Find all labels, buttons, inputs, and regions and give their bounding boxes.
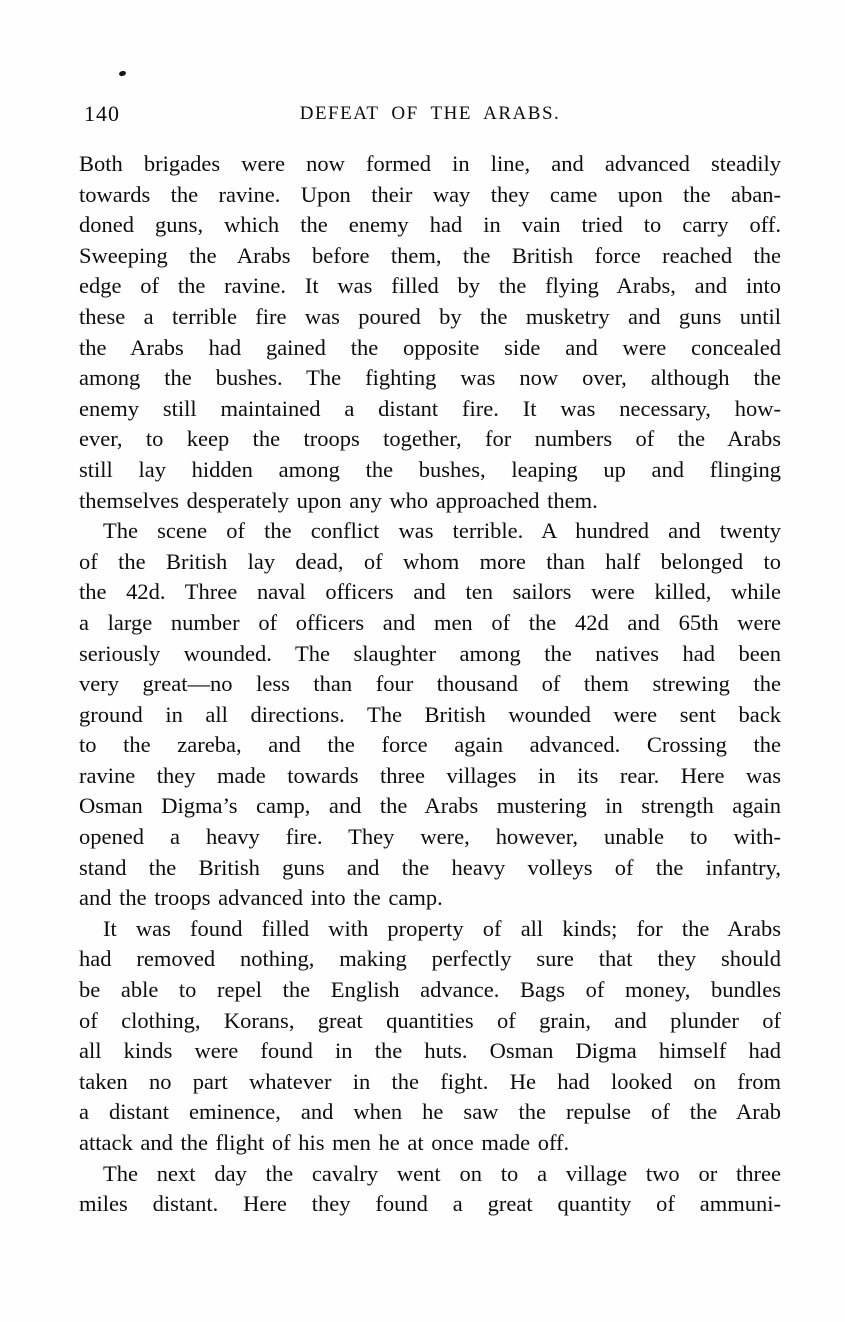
page-number: 140: [84, 101, 120, 126]
text-line: of the British lay dead, of whom more than half belonged to: [79, 548, 781, 574]
text-line: The scene of the conflict was terrible. A hundred and twenty: [103, 518, 781, 544]
text-line: attack and the flight of his men he at once made off.: [79, 1130, 570, 1155]
text-line: ground in all directions. The British wounded were sent back: [79, 701, 781, 727]
paragraph: [79, 1159, 781, 1220]
text-line: all kinds were found in the huts. Osman Digma himself had: [79, 1038, 781, 1064]
text-line: and the troops advanced into the camp.: [79, 885, 443, 911]
text-line: to the zareba, and the force again advanced. Crossing the: [79, 732, 781, 758]
text-line: Sweeping the Arabs before them, the British force reached the: [79, 242, 781, 268]
paragraph: [79, 516, 781, 914]
text-line: ever, to keep the troops together, for numbers of the Arabs: [79, 426, 781, 452]
running-header: DEFEAT OF THE ARABS.: [299, 103, 561, 124]
text-line: towards the ravine. Upon their way they came upon the aban-: [79, 181, 781, 207]
text-line: the 42d. Three naval officers and ten sailors were killed, while: [79, 579, 781, 605]
text-line: miles distant. Here they found a great quantity of ammuni-: [79, 1191, 781, 1217]
page-header: [79, 101, 781, 127]
text-line: these a terrible fire was poured by the musketry and guns until: [79, 303, 781, 329]
text-line: be able to repel the English advance. Bags of money, bundles: [79, 977, 781, 1003]
text-line: themselves desperately upon any who approached them.: [79, 487, 598, 513]
text-line: the Arabs had gained the opposite side and were concealed: [79, 334, 781, 360]
text-line: It was found filled with property of all kinds; for the Arabs: [103, 915, 781, 941]
paragraph: [79, 149, 781, 516]
text-line: very great—no less than four thousand of them strewing the: [79, 671, 781, 697]
text-line: still lay hidden among the bushes, leaping up and flinging: [79, 456, 781, 482]
text-line: doned guns, which the enemy had in vain tried to carry off.: [79, 212, 781, 238]
text-line: a large number of officers and men of the 42d and 65th were: [79, 609, 781, 635]
text-line: a distant eminence, and when he saw the repulse of the Arab: [79, 1099, 781, 1125]
text-line: stand the British guns and the heavy volleys of the infantry,: [79, 854, 781, 880]
text-line: opened a heavy fire. They were, however, unable to with-: [79, 824, 781, 850]
text-line: Both brigades were now formed in line, and advanced steadily: [79, 151, 781, 176]
paragraph: [79, 914, 781, 1159]
text-line: ravine they made towards three villages in its rear. Here was: [79, 762, 781, 788]
text-line: among the bushes. The fighting was now over, although the: [79, 365, 781, 391]
ink-speck: [118, 70, 126, 77]
text-line: enemy still maintained a distant fire. It was necessary, how-: [79, 395, 781, 421]
page-body: [79, 149, 781, 1220]
text-line: Osman Digma’s camp, and the Arabs mustering in strength again: [79, 793, 781, 819]
text-line: edge of the ravine. It was filled by the flying Arabs, and into: [79, 273, 781, 299]
text-line: had removed nothing, making perfectly sure that they should: [79, 946, 781, 972]
text-line: taken no part whatever in the fight. He had looked on from: [79, 1068, 781, 1094]
text-line: seriously wounded. The slaughter among the natives had been: [79, 640, 781, 666]
text-line: The next day the cavalry went on to a village two or three: [103, 1160, 781, 1186]
text-line: of clothing, Korans, great quantities of grain, and plunder of: [79, 1007, 781, 1033]
